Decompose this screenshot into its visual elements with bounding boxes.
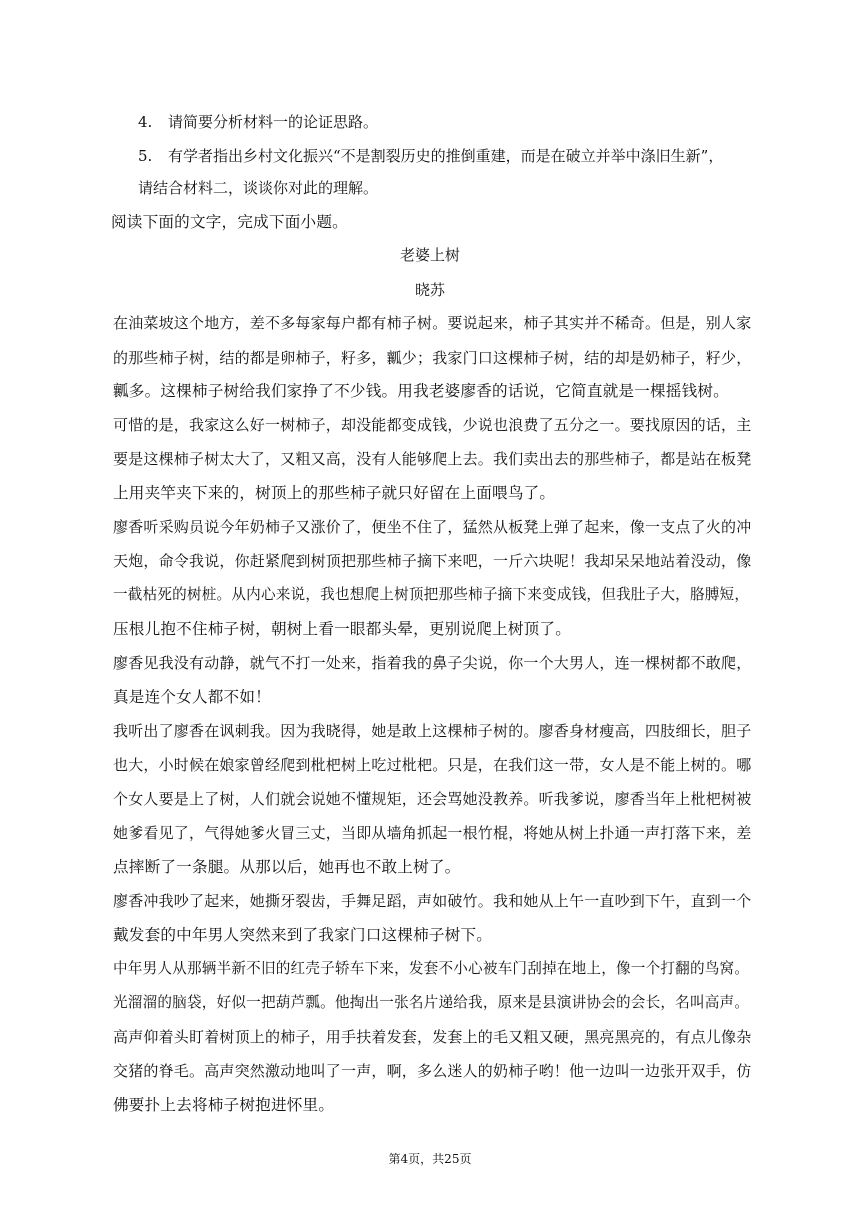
story-title: 老婆上树 bbox=[399, 246, 460, 264]
paragraph-line: 廖香见我没有动静，就气不打一处来，指着我的鼻子尖说，你一个大男人，连一棵树都不敢爬， bbox=[113, 654, 752, 672]
paragraph-line: 要是这棵柿子树太大了，又粗又高，没有人能够爬上去。我们卖出去的那些柿子，都是站在板凳 bbox=[113, 450, 752, 468]
question-5-continued bbox=[138, 178, 378, 198]
paragraph-line: 戴发套的中年男人突然来到了我家门口这棵柿子树下。 bbox=[113, 926, 493, 944]
paragraph-line: 的那些柿子树，结的都是卵柿子，籽多，瓤少；我家门口这棵柿子树，结的却是奶柿子，籽少， bbox=[113, 349, 752, 367]
paragraph-line: 个女人要是上了树，人们就会说她不懂规矩，还会骂她没教养。听我爹说，廖香当年上枇杷树被 bbox=[113, 790, 752, 808]
paragraph-line: 光溜溜的脑袋，好似一把葫芦瓢。他掏出一张名片递给我，原来是县演讲协会的会长，名叫高声。 bbox=[113, 994, 750, 1011]
paragraph-line: 真是连个女人都不如！ bbox=[113, 688, 271, 706]
question-text: 有学者指出乡村文化振兴“不是割裂历史的推倒重建，而是在破立并举中涤旧生新”， bbox=[168, 147, 724, 165]
paragraph-line: 她爹看见了，气得她爹火冒三丈，当即从墙角抓起一根竹棍，将她从树上扑通一声打落下来，差 bbox=[113, 824, 752, 842]
question-text: 请简要分析材料一的论证思路。 bbox=[168, 113, 379, 131]
paragraph-line: 天炮，命令我说，你赶紧爬到树顶把那些柿子摘下来吧，一斤六块呢！我却呆呆地站着没动，像 bbox=[113, 552, 752, 570]
paragraph-line: 可惜的是，我家这么好一树柿子，却没能都变成钱，少说也浪费了五分之一。要找原因的话，主 bbox=[113, 416, 752, 434]
page-number: 第4页，共25页 bbox=[388, 1152, 472, 1166]
paragraph-line: 在油菜坡这个地方，差不多每家每户都有柿子树。要说起来，柿子其实并不稀奇。但是，别人家 bbox=[113, 314, 752, 332]
story-author: 晓苏 bbox=[414, 281, 445, 299]
reading-instruction: 阅读下面的文字，完成下面小题。 bbox=[111, 213, 348, 231]
question-5 bbox=[138, 146, 723, 166]
paragraph-line: 一截枯死的树桩。从内心来说，我也想爬上树顶把那些柿子摘下来变成钱，但我肚子大，胳膊短， bbox=[113, 586, 750, 603]
paragraph-line: 高声仰着头盯着树顶上的柿子，用手扶着发套，发套上的毛又粗又硬，黑亮黑亮的，有点儿像杂 bbox=[113, 1028, 752, 1046]
paragraph-line: 也大，小时候在娘家曾经爬到枇杷树上吃过枇杷。只是，在我们这一带，女人是不能上树的。哪 bbox=[113, 756, 752, 774]
paragraph-line: 廖香冲我吵了起来，她撕牙裂齿，手舞足蹈，声如破竹。我和她从上午一直吵到下午，直到一个 bbox=[113, 892, 752, 910]
paragraph-line: 佛要扑上去将柿子树抱进怀里。 bbox=[113, 1096, 335, 1114]
question-text: 请结合材料二，谈谈你对此的理解。 bbox=[138, 179, 379, 197]
paragraph-line: 我听出了廖香在讽刺我。因为我晓得，她是敢上这棵柿子树的。廖香身材瘦高，四肢细长，胆子 bbox=[113, 722, 752, 740]
paragraph-line: 中年男人从那辆半新不旧的红壳子轿车下来，发套不小心被车门刮掉在地上，像一个打翻的鸟窝。 bbox=[113, 960, 750, 977]
paragraph-line: 瓤多。这棵柿子树给我们家挣了不少钱。用我老婆廖香的话说，它简直就是一棵摇钱树。 bbox=[113, 382, 729, 400]
question-number: 4. bbox=[138, 113, 153, 131]
paragraph-line: 压根儿抱不住柿子树，朝树上看一眼都头晕，更别说爬上树顶了。 bbox=[113, 620, 572, 638]
paragraph-line: 上用夹竿夹下来的，树顶上的那些柿子就只好留在上面喂鸟了。 bbox=[113, 484, 556, 502]
paragraph-line: 点摔断了一条腿。从那以后，她再也不敢上树了。 bbox=[113, 858, 461, 876]
question-number: 5. bbox=[138, 147, 153, 165]
question-4 bbox=[138, 112, 378, 132]
paragraph-line: 廖香听采购员说今年奶柿子又涨价了，便坐不住了，猛然从板凳上弹了起来，像一支点了火的冲 bbox=[113, 518, 752, 536]
paragraph-line: 交猪的脊毛。高声突然激动地叫了一声，啊，多么迷人的奶柿子哟！他一边叫一边张开双手，仿 bbox=[113, 1062, 752, 1080]
